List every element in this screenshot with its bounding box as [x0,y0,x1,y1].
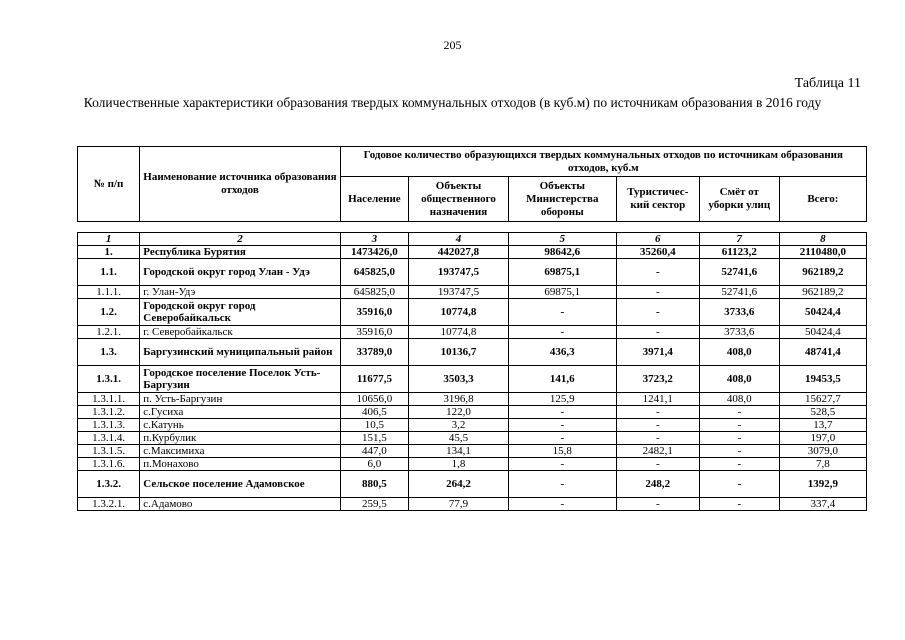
row-value: - [699,471,779,498]
row-value: 408,0 [699,366,779,393]
row-num: 1.1.1. [78,286,140,299]
row-value: 3,2 [409,419,509,432]
row-value: - [699,419,779,432]
header-defense: Объекты Министерства обороны [508,177,616,222]
index-cell: 1 [78,233,140,246]
row-value: - [508,419,616,432]
row-value: 69875,1 [508,286,616,299]
row-value: 962189,2 [779,286,866,299]
row-name: Городское поселение Поселок Усть-Баргузин [140,366,340,393]
table-row [78,366,867,393]
row-value: 19453,5 [779,366,866,393]
row-value: 35916,0 [340,326,409,339]
row-num: 1.3.1.4. [78,432,140,445]
row-value: - [616,498,699,511]
row-value: 264,2 [409,471,509,498]
header-population: Население [340,177,409,222]
table-row [78,286,867,299]
row-value: 50424,4 [779,326,866,339]
row-value: - [699,458,779,471]
table-header [77,146,867,222]
row-value: - [508,458,616,471]
table-row [78,432,867,445]
row-value: 197,0 [779,432,866,445]
row-name: с.Максимиха [140,445,340,458]
index-cell: 8 [779,233,866,246]
row-value: - [616,286,699,299]
row-value: 3733,6 [699,299,779,326]
row-value: 337,4 [779,498,866,511]
row-value: 141,6 [508,366,616,393]
row-value: - [616,326,699,339]
header-num: № п/п [78,147,140,222]
row-name: г. Северобайкальск [140,326,340,339]
index-cell: 2 [140,233,340,246]
row-value: 10774,8 [409,299,509,326]
row-name: п.Курбулик [140,432,340,445]
row-value: - [616,406,699,419]
row-value: - [616,432,699,445]
row-value: 2482,1 [616,445,699,458]
row-value: 3196,8 [409,393,509,406]
row-value: 13,7 [779,419,866,432]
row-num: 1.2.1. [78,326,140,339]
row-name: п. Усть-Баргузин [140,393,340,406]
row-value: 52741,6 [699,259,779,286]
row-value: 528,5 [779,406,866,419]
index-cell: 7 [699,233,779,246]
row-value: - [616,419,699,432]
table-row [78,259,867,286]
row-value: 880,5 [340,471,409,498]
row-value: 15,8 [508,445,616,458]
row-num: 1.3.1.3. [78,419,140,432]
row-value: - [616,299,699,326]
row-value: 3503,3 [409,366,509,393]
row-value: - [508,471,616,498]
header-name: Наименование источника образования отходов [140,147,340,222]
row-value: - [508,299,616,326]
row-num: 1. [78,246,140,259]
row-name: Городской округ город Северобайкальск [140,299,340,326]
row-value: 2110480,0 [779,246,866,259]
table-row [78,458,867,471]
table-row [78,498,867,511]
row-value: 259,5 [340,498,409,511]
table-row [78,339,867,366]
row-num: 1.3.1. [78,366,140,393]
row-value: 15627,7 [779,393,866,406]
row-value: 52741,6 [699,286,779,299]
row-value: 645825,0 [340,259,409,286]
row-value: 77,9 [409,498,509,511]
row-value: 10,5 [340,419,409,432]
header-street: Смёт от уборки улиц [699,177,779,222]
table-label: Таблица 11 [794,76,861,91]
row-value: 1392,9 [779,471,866,498]
row-value: 408,0 [699,339,779,366]
row-value: 48741,4 [779,339,866,366]
row-value: 151,5 [340,432,409,445]
row-value: 645825,0 [340,286,409,299]
row-num: 1.3.2. [78,471,140,498]
row-num: 1.3.1.2. [78,406,140,419]
row-value: 436,3 [508,339,616,366]
row-name: п.Монахово [140,458,340,471]
table-row [78,406,867,419]
row-value: 11677,5 [340,366,409,393]
row-num: 1.3.1.5. [78,445,140,458]
row-value: 447,0 [340,445,409,458]
table-row [78,299,867,326]
row-name: Республика Бурятия [140,246,340,259]
table-row [78,471,867,498]
row-value: 408,0 [699,393,779,406]
row-value: 1,8 [409,458,509,471]
row-value: 6,0 [340,458,409,471]
row-value: 193747,5 [409,259,509,286]
row-value: 3733,6 [699,326,779,339]
row-value: 33789,0 [340,339,409,366]
row-value: 50424,4 [779,299,866,326]
row-value: - [699,432,779,445]
row-value: - [508,406,616,419]
table-row [78,445,867,458]
row-value: - [616,259,699,286]
row-value: 3079,0 [779,445,866,458]
row-name: с.Гусиха [140,406,340,419]
row-name: с.Катунь [140,419,340,432]
row-value: - [699,406,779,419]
index-cell: 6 [616,233,699,246]
header-total: Всего: [779,177,866,222]
table-row [78,246,867,259]
row-value: 134,1 [409,445,509,458]
row-value: 35260,4 [616,246,699,259]
row-num: 1.3. [78,339,140,366]
header-public: Объекты общественного назначения [409,177,509,222]
row-value: - [508,432,616,445]
row-name: Баргузинский муниципальный район [140,339,340,366]
row-name: с.Адамово [140,498,340,511]
row-value: 125,9 [508,393,616,406]
row-value: 35916,0 [340,299,409,326]
row-value: 3971,4 [616,339,699,366]
row-value: 442027,8 [409,246,509,259]
row-num: 1.3.1.6. [78,458,140,471]
row-name: Сельское поселение Адамовское [140,471,340,498]
row-value: 193747,5 [409,286,509,299]
row-value: 61123,2 [699,246,779,259]
row-value: 7,8 [779,458,866,471]
header-tourism: Туристичес-кий сектор [616,177,699,222]
row-value: 406,5 [340,406,409,419]
index-cell: 4 [409,233,509,246]
table-body [77,232,867,511]
table-title: Количественные характеристики образования твердых коммунальных отходов (в куб.м) по источникам образования в 2016 году [83,95,822,110]
row-value: 10774,8 [409,326,509,339]
index-row [78,233,867,246]
index-cell: 5 [508,233,616,246]
row-value: - [508,326,616,339]
row-value: 1473426,0 [340,246,409,259]
row-num: 1.3.2.1. [78,498,140,511]
row-value: 69875,1 [508,259,616,286]
row-value: - [616,458,699,471]
row-value: 962189,2 [779,259,866,286]
row-value: 45,5 [409,432,509,445]
row-value: - [699,498,779,511]
index-cell: 3 [340,233,409,246]
row-name: Городской округ город Улан - Удэ [140,259,340,286]
row-num: 1.2. [78,299,140,326]
header-group: Годовое количество образующихся твердых коммунальных отходов по источникам образования отходов, куб.м [340,147,866,177]
table-row [78,393,867,406]
row-value: 122,0 [409,406,509,419]
row-value: 1241,1 [616,393,699,406]
row-num: 1.1. [78,259,140,286]
row-value: 98642,6 [508,246,616,259]
row-num: 1.3.1.1. [78,393,140,406]
row-value: 10656,0 [340,393,409,406]
row-value: 10136,7 [409,339,509,366]
row-name: г. Улан-Удэ [140,286,340,299]
row-value: - [508,498,616,511]
row-value: - [699,445,779,458]
page-number: 205 [443,38,462,52]
row-value: 3723,2 [616,366,699,393]
table-row [78,326,867,339]
table-row [78,419,867,432]
row-value: 248,2 [616,471,699,498]
